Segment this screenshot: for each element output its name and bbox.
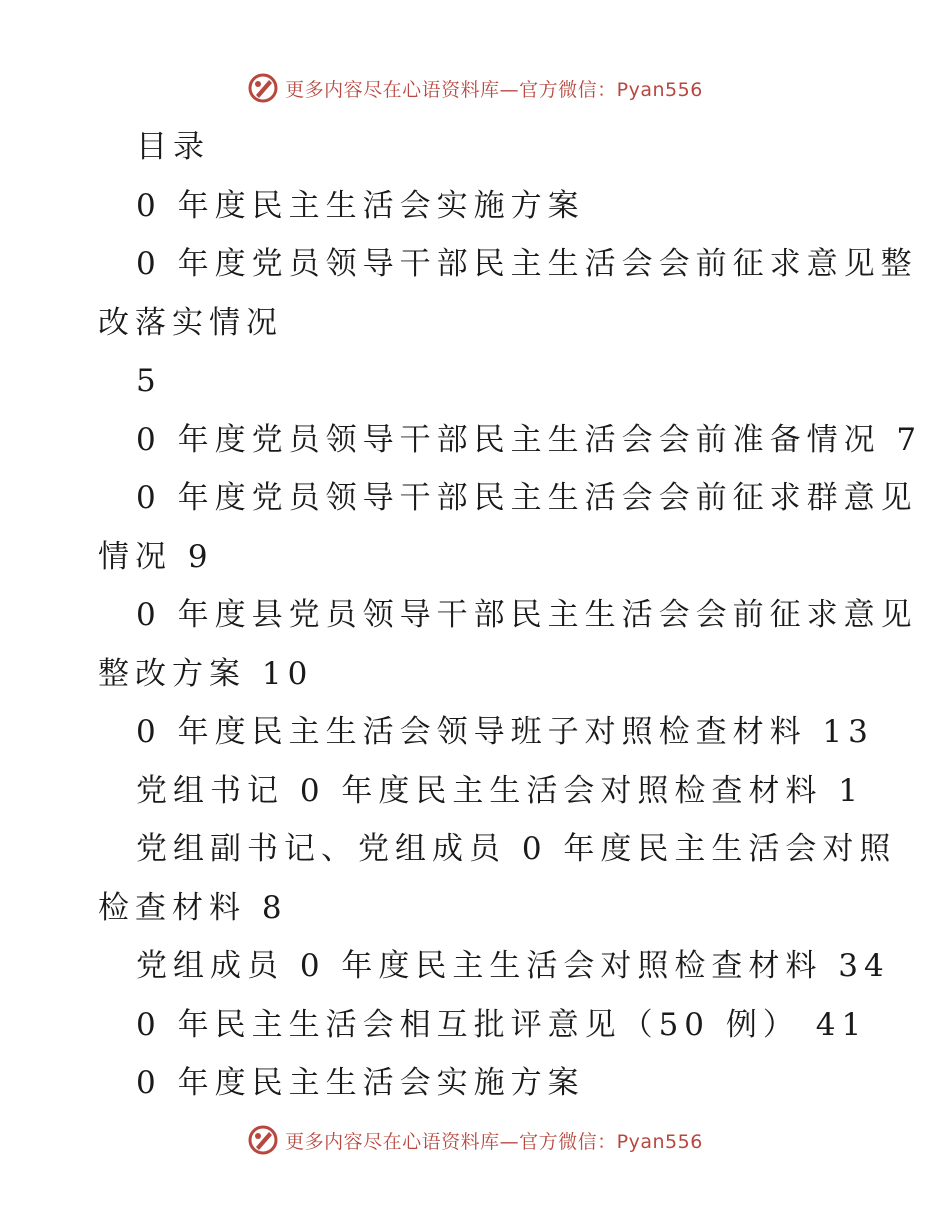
section-heading: 0 年度民主生活会实施方案 [136, 1065, 585, 1101]
toc-entry: 0 年度民主生活会实施方案 [136, 187, 585, 224]
pen-seal-icon [247, 1124, 279, 1156]
toc-entry-continuation: 整改方案 10 [98, 655, 314, 692]
table-of-contents [98, 118, 923, 1113]
toc-entry: 0 年度党员领导干部民主生活会会前征求意见整 [136, 246, 918, 282]
toc-entry-continuation: 检查材料 8 [98, 889, 288, 926]
watermark-text: 更多内容尽在心语资料库—官方微信：Pyan556 [285, 78, 703, 101]
toc-entry: 党组成员 0 年度民主生活会对照检查材料 34 [136, 948, 890, 984]
toc-entry-continuation: 情况 9 [98, 538, 214, 575]
watermark-text: 更多内容尽在心语资料库—官方微信：Pyan556 [285, 1130, 703, 1153]
toc-entry: 0 年度民主生活会领导班子对照检查材料 13 [136, 714, 874, 750]
toc-entry: 0 年民主生活会相互批评意见（50 例） 41 [136, 1006, 868, 1043]
toc-entry: 0 年度县党员领导干部民主生活会会前征求意见 [136, 597, 918, 633]
footer-watermark [0, 1124, 950, 1156]
pen-seal-icon [247, 72, 279, 104]
toc-title: 目录 [136, 129, 210, 165]
toc-entry-continuation: 改落实情况 [98, 304, 283, 341]
toc-entry: 党组副书记、党组成员 0 年度民主生活会对照 [136, 831, 897, 867]
toc-entry: 0 年度党员领导干部民主生活会会前征求群意见 [136, 480, 918, 516]
header-watermark [0, 72, 950, 104]
toc-entry: 0 年度党员领导干部民主生活会会前准备情况 7 [136, 421, 923, 458]
toc-entry: 党组书记 0 年度民主生活会对照检查材料 1 [136, 772, 865, 809]
toc-page-number: 5 [136, 363, 162, 399]
